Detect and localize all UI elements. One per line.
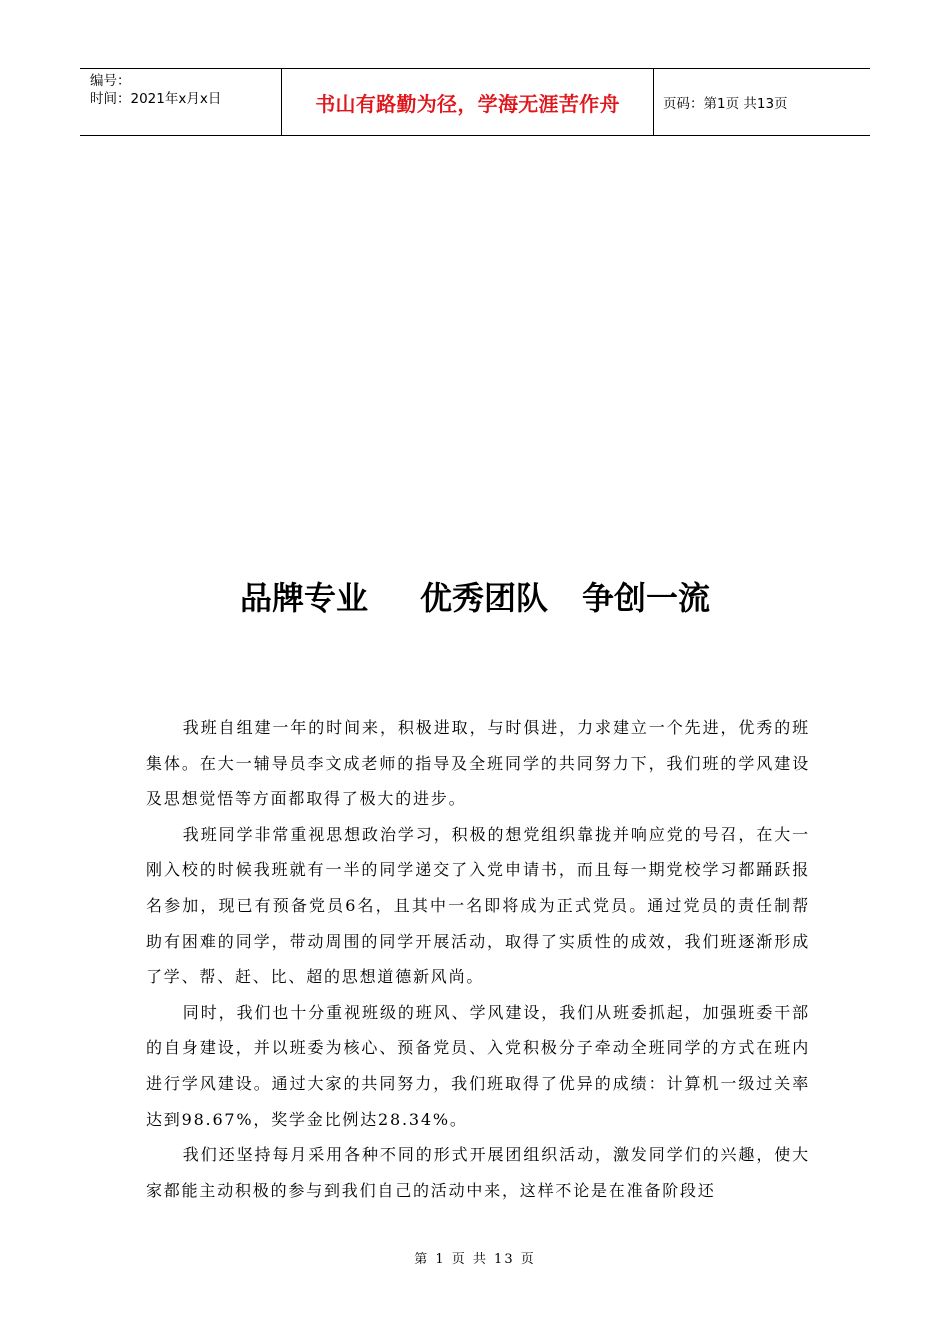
body-paragraph-2: 我班同学非常重视思想政治学习，积极的想党组织靠拢并响应党的号召，在大一刚入校的时候我班就有一半的同学递交了入党申请书，而且每一期党校学习都踊跃报名参加，现已有预备党员6名，且其中一名即将成为正式党员。通过党员的责任制帮助有困难的同学，带动周围的同学开展活动，取得了实质性的成效，我们班逐渐形成了学、帮、赶、比、超的思想道德新风尚。 (146, 824, 810, 987)
header-time-label: 时间：2021年x月x日 (90, 91, 222, 107)
body-paragraph-3: 同时，我们也十分重视班级的班风、学风建设，我们从班委抓起，加强班委干部的自身建设，并以班委为核心、预备党员、入党积极分子牵动全班同学的方式在班内进行学风建设。通过大家的共同努力，我们班取得了优异的成绩：计算机一级过关率达到98.67%，奖学金比例达28.34%。 (146, 1002, 810, 1129)
document-title (0, 576, 950, 620)
header-meta-cell (80, 69, 282, 135)
header-number-label: 编号： (90, 73, 131, 89)
title-part-2: 优秀团队 (419, 579, 548, 617)
title-part-1: 品牌专业 (239, 579, 368, 617)
header-page-info: 页码：第1页 共13页 (663, 96, 788, 112)
body-paragraph-4: 我们还坚持每月采用各种不同的形式开展团组织活动，激发同学们的兴趣，使大家都能主动积极的参与到我们自己的活动中来，这样不论是在准备阶段还 (146, 1145, 810, 1200)
header-motto: 书山有路勤为径，学海无涯苦作舟 (282, 69, 654, 135)
document-header (80, 68, 870, 136)
title-part-3: 争创一流 (582, 579, 711, 617)
document-body (146, 710, 810, 1208)
body-paragraph-1: 我班自组建一年的时间来，积极进取，与时俱进，力求建立一个先进，优秀的班集体。在大一辅导员李文成老师的指导及全班同学的共同努力下，我们班的学风建设及思想觉悟等方面都取得了极大的进步。 (146, 718, 810, 809)
page-footer: 第 1 页 共 13 页 (414, 1252, 536, 1267)
